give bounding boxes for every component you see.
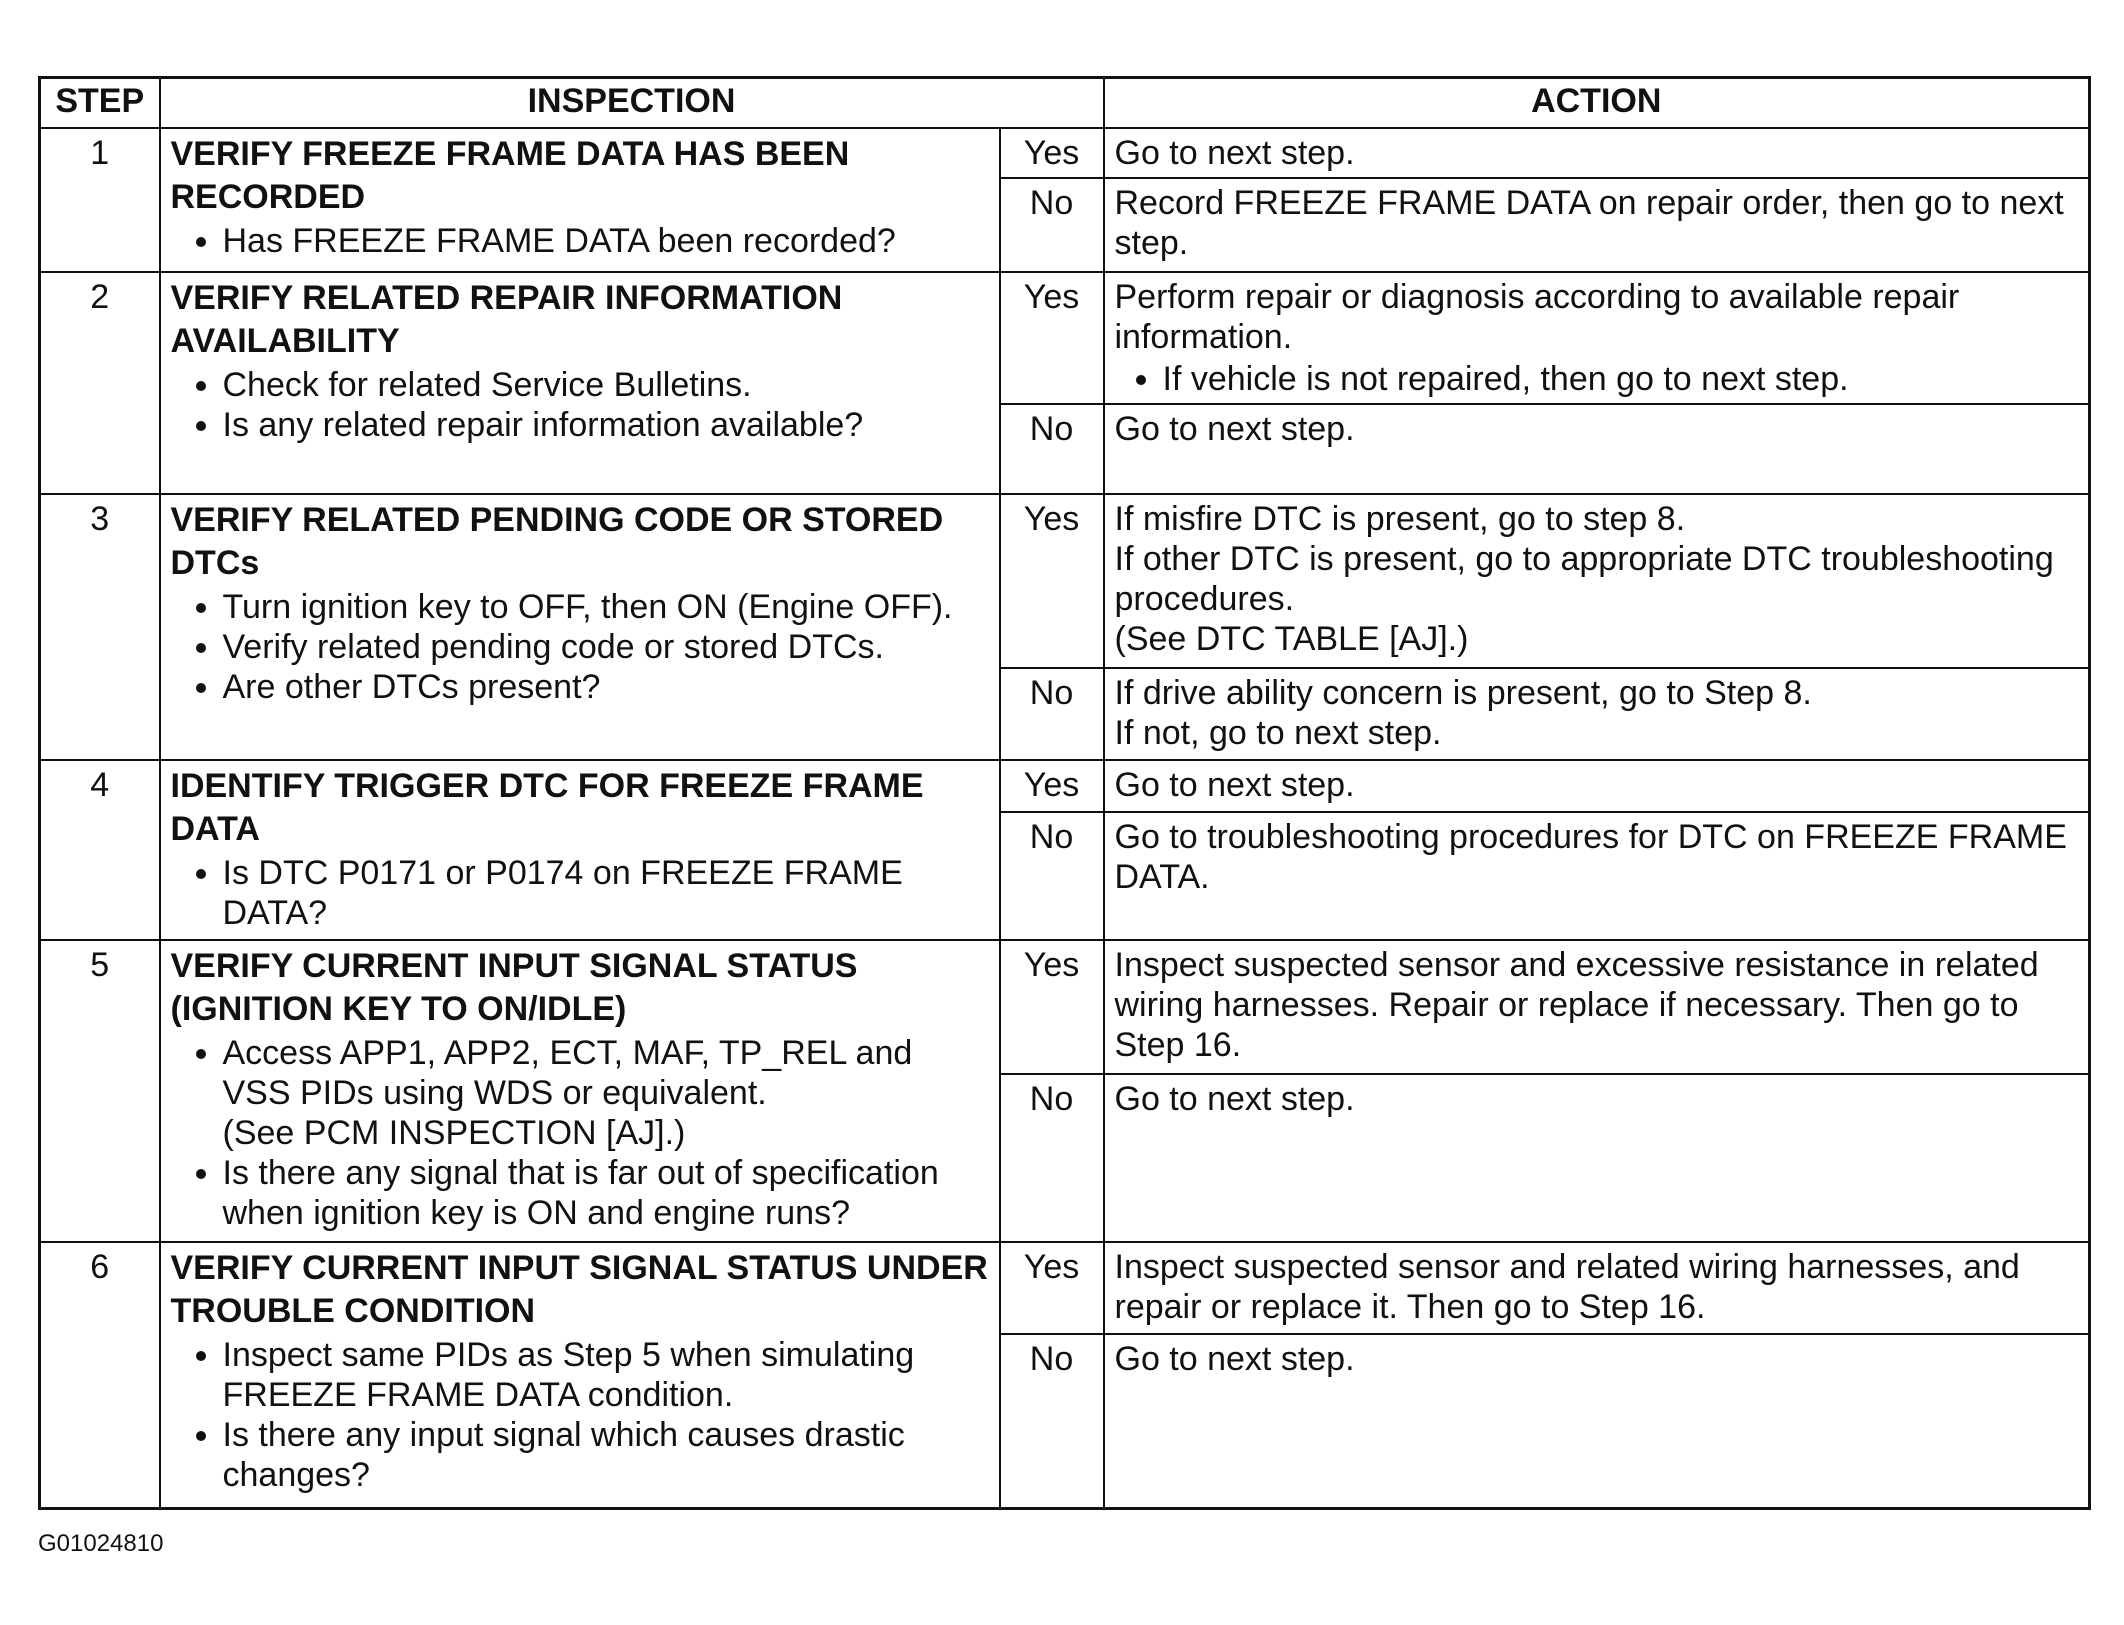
step-number: 5 [40, 940, 160, 1242]
figure-id: G01024810 [38, 1530, 164, 1557]
step-4-yes-row [40, 760, 2090, 812]
inspection-title: IDENTIFY TRIGGER DTC FOR FREEZE FRAME DATA [170, 767, 924, 848]
yes-label: Yes [1000, 1242, 1104, 1334]
yes-action-cell [1104, 494, 2090, 668]
bullet-item: • Verify related pending code or stored DTCs. [223, 627, 989, 667]
inspection-title: VERIFY CURRENT INPUT SIGNAL STATUS UNDER TROUBLE CONDITION [170, 1249, 988, 1330]
no-action: Record FREEZE FRAME DATA on repair order, then go to next step. [1104, 178, 2090, 272]
bullet-item: • Is there any signal that is far out of specification when ignition key is ON and engine runs? [223, 1153, 989, 1233]
bullet-item: • Is DTC P0171 or P0174 on FREEZE FRAME DATA? [223, 853, 989, 933]
no-action: Go to next step. [1104, 404, 2090, 494]
inspection-bullets [171, 365, 989, 445]
no-label: No [1000, 178, 1104, 272]
no-label: No [1000, 812, 1104, 940]
no-action: Go to troubleshooting procedures for DTC on FREEZE FRAME DATA. [1104, 812, 2090, 940]
inspection-title: VERIFY RELATED PENDING CODE OR STORED DTCs [170, 501, 944, 582]
no-action-line: If not, go to next step. [1114, 714, 1442, 752]
step-number: 6 [40, 1242, 160, 1509]
bullet-item: • Check for related Service Bulletins. [223, 365, 989, 405]
bullet-item: • Has FREEZE FRAME DATA been recorded? [223, 221, 989, 261]
bullet-note: (See PCM INSPECTION [AJ].) [222, 1114, 686, 1152]
bullet-item: • Turn ignition key to OFF, then ON (Engine OFF). [223, 587, 989, 627]
step-number: 2 [40, 272, 160, 494]
bullet-item: • Inspect same PIDs as Step 5 when simulating FREEZE FRAME DATA condition. [223, 1335, 989, 1415]
yes-action: Go to next step. [1104, 128, 2090, 178]
inspection-title: VERIFY CURRENT INPUT SIGNAL STATUS (IGNITION KEY TO ON/IDLE) [170, 947, 858, 1028]
inspection-cell [160, 272, 1000, 494]
inspection-header: INSPECTION [160, 78, 1104, 129]
inspection-bullets [171, 221, 989, 261]
inspection-cell [160, 760, 1000, 940]
yes-action: Inspect suspected sensor and excessive resistance in related wiring harnesses. Repair or replace if necessary. Then go to Step 16. [1104, 940, 2090, 1074]
yes-label: Yes [1000, 940, 1104, 1074]
yes-action-line: If misfire DTC is present, go to step 8. [1114, 500, 1686, 538]
step-6-yes-row [40, 1242, 2090, 1334]
header-row [40, 78, 2090, 129]
inspection-bullets [171, 587, 989, 707]
inspection-bullets [171, 1033, 989, 1233]
no-label: No [1000, 404, 1104, 494]
step-2-yes-row [40, 272, 2090, 404]
no-label: No [1000, 1074, 1104, 1242]
inspection-title: VERIFY RELATED REPAIR INFORMATION AVAILABILITY [170, 279, 843, 360]
inspection-cell [160, 494, 1000, 760]
inspection-bullets [171, 853, 989, 933]
inspection-cell [160, 128, 1000, 272]
bullet-item [223, 1033, 989, 1153]
no-action: Go to next step. [1104, 1334, 2090, 1509]
yes-label: Yes [1000, 760, 1104, 812]
no-action-line: If drive ability concern is present, go to Step 8. [1114, 674, 1812, 712]
inspection-bullets [171, 1335, 989, 1495]
yes-action-line: If other DTC is present, go to appropriate DTC troubleshooting procedures. [1114, 540, 2054, 618]
yes-action-cell [1104, 272, 2090, 404]
no-action-cell [1104, 668, 2090, 760]
bullet-text: • Access APP1, APP2, ECT, MAF, TP_REL and VSS PIDs using WDS or equivalent. [222, 1034, 913, 1112]
step-number: 4 [40, 760, 160, 940]
no-action: Go to next step. [1104, 1074, 2090, 1242]
no-label: No [1000, 1334, 1104, 1509]
action-bullets [1115, 359, 2079, 399]
bullet-item: • Is any related repair information available? [223, 405, 989, 445]
yes-label: Yes [1000, 128, 1104, 178]
yes-action: Perform repair or diagnosis according to available repair information. [1114, 278, 1960, 356]
step-3-yes-row [40, 494, 2090, 668]
step-1-yes-row [40, 128, 2090, 178]
inspection-title: VERIFY FREEZE FRAME DATA HAS BEEN RECORDED [170, 135, 850, 216]
action-header: ACTION [1104, 78, 2090, 129]
no-label: No [1000, 668, 1104, 760]
inspection-cell [160, 940, 1000, 1242]
step-number: 3 [40, 494, 160, 760]
bullet-item: • Are other DTCs present? [223, 667, 989, 707]
inspection-cell [160, 1242, 1000, 1509]
yes-action: Inspect suspected sensor and related wiring harnesses, and repair or replace it. Then go to Step 16. [1104, 1242, 2090, 1334]
step-header: STEP [40, 78, 160, 129]
diagnostic-procedure-table [38, 76, 2091, 1510]
step-5-yes-row [40, 940, 2090, 1074]
step-number: 1 [40, 128, 160, 272]
yes-action-line: (See DTC TABLE [AJ].) [1114, 620, 1469, 658]
yes-action: Go to next step. [1104, 760, 2090, 812]
action-bullet-item: • If vehicle is not repaired, then go to next step. [1163, 359, 2079, 399]
yes-label: Yes [1000, 272, 1104, 404]
yes-label: Yes [1000, 494, 1104, 668]
bullet-item: • Is there any input signal which causes drastic changes? [223, 1415, 989, 1495]
